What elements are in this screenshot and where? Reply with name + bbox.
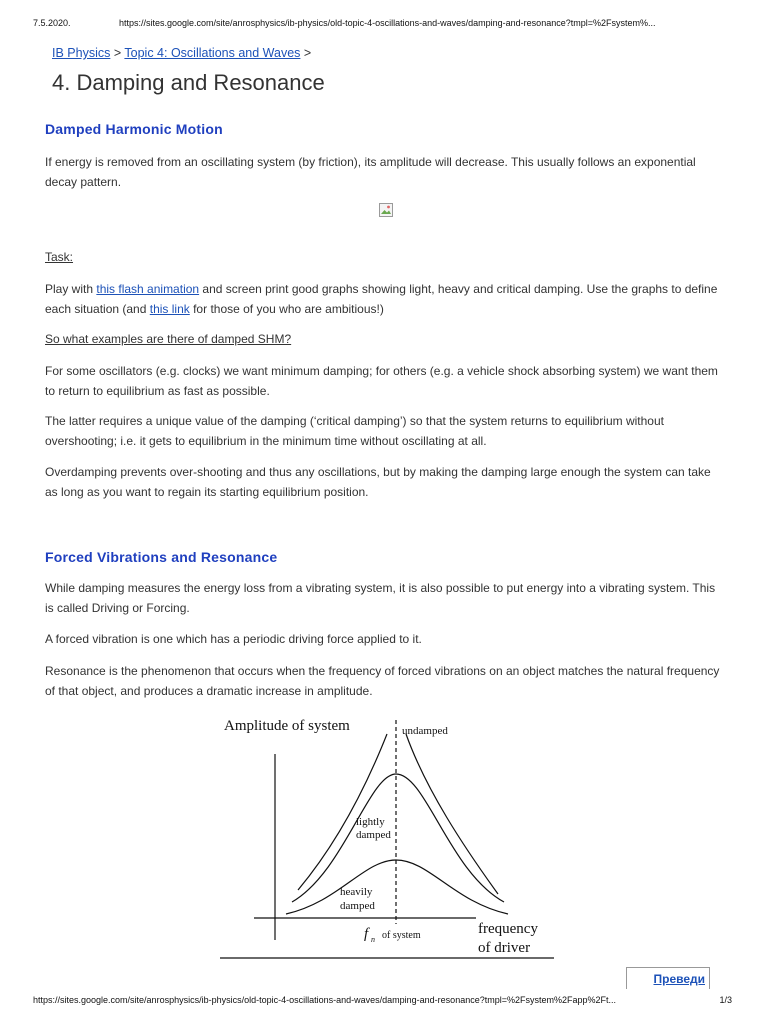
resonance-graph <box>214 712 562 964</box>
paragraph-forced-vibration: A forced vibration is one which has a periodic driving force applied to it. <box>45 632 422 646</box>
task-label: Task: <box>45 250 74 264</box>
task-text: Play with <box>45 282 97 296</box>
broken-image-icon <box>378 202 394 218</box>
breadcrumb <box>52 46 311 60</box>
graph-y-label: Amplitude of system <box>224 718 350 734</box>
print-footer-url: https://sites.google.com/site/anrosphysics/ib-physics/old-topic-4-oscillations-and-waves/damping-and-resonance?tmpl=%2Fsystem%2Fapp%2Ft... <box>33 995 617 1005</box>
label-heavily-damped: damped <box>340 900 375 912</box>
heavily-damped-curve <box>286 860 508 914</box>
lightly-damped-curve <box>292 774 504 902</box>
graph-x-label-line1: frequency <box>478 921 538 937</box>
task-text: and screen print good graphs showing light, heavy and critical damping. Use the graphs to define each situation (and <box>45 282 718 316</box>
breadcrumb-link-ib-physics[interactable]: IB Physics <box>52 46 111 60</box>
translate-button[interactable]: Преведи <box>626 967 710 989</box>
paragraph-oscillators: For some oscillators (e.g. clocks) we want minimum damping; for others (e.g. a vehicle shock absorbing system) we want them to return to equilibrium as fast as possible. <box>45 364 718 398</box>
label-undamped: undamped <box>402 725 448 737</box>
paragraph-overdamping: Overdamping prevents over-shooting and thus any oscillations, but by making the damping large enough the system can take as long as you want to regain its starting equilibrium position. <box>45 465 711 499</box>
label-lightly: lightly <box>356 816 385 828</box>
this-link[interactable]: this link <box>149 301 190 316</box>
fn-symbol: f <box>364 926 369 942</box>
breadcrumb-separator: > <box>113 46 122 60</box>
paragraph-resonance: Resonance is the phenomenon that occurs when the frequency of forced vibrations on an object matches the natural frequency of that object, and produces a dramatic increase in amplitude. <box>45 664 720 698</box>
breadcrumb-separator: > <box>303 46 312 60</box>
section-heading-damped-harmonic-motion: Damped Harmonic Motion <box>45 121 223 137</box>
paragraph-critical-damping: The latter requires a unique value of the damping (‘critical damping’) so that the system returns to equilibrium without overshooting; i.e. it gets to equilibrium in the minimum time without oscillating at all. <box>45 414 664 448</box>
page-title: 4. Damping and Resonance <box>52 70 325 95</box>
breadcrumb-link-topic-4[interactable]: Topic 4: Oscillations and Waves <box>124 46 301 60</box>
paragraph-energy-removed: If energy is removed from an oscillating system (by friction), its amplitude will decrease. This usually follows an exponential decay pattern. <box>45 155 696 189</box>
section-heading-forced-vibrations: Forced Vibrations and Resonance <box>45 549 278 565</box>
fn-subscript: n <box>371 935 375 944</box>
print-header-url: https://sites.google.com/site/anrosphysics/ib-physics/old-topic-4-oscillations-and-waves/damping-and-resonance?tmpl=%2Fsystem%... <box>119 18 656 28</box>
paragraph-task <box>45 280 725 319</box>
graph-x-label-line2: of driver <box>478 940 531 956</box>
label-lightly-damped: damped <box>356 829 391 841</box>
label-heavily: heavily <box>340 886 373 898</box>
fn-suffix: of system <box>382 930 421 941</box>
undamped-curve-right <box>406 734 498 894</box>
paragraph-driving: While damping measures the energy loss from a vibrating system, it is also possible to put energy into a vibrating system. This is called Driving or Forcing. <box>45 581 716 615</box>
page-number: 1/3 <box>719 995 732 1005</box>
task-text: for those of you who are ambitious!) <box>189 301 384 316</box>
flash-animation-link[interactable]: this flash animation <box>96 282 200 296</box>
print-date: 7.5.2020. <box>33 18 71 28</box>
examples-question: So what examples are there of damped SHM? <box>45 332 292 346</box>
